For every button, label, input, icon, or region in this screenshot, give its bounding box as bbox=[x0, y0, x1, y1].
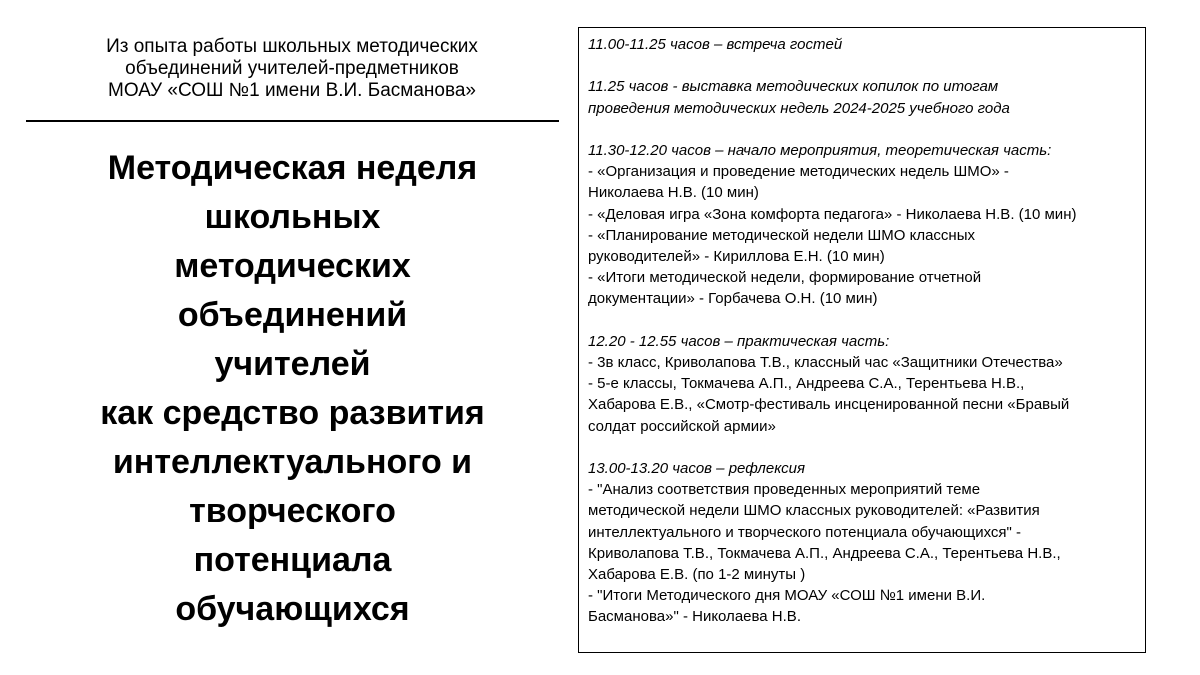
spacer bbox=[588, 437, 1137, 458]
title-line: как средство развития bbox=[100, 394, 485, 432]
schedule-heading: 11.30-12.20 часов – начало мероприятия, теоретическая часть: bbox=[588, 141, 1052, 159]
schedule-line: Басманова»" - Николаева Н.В. bbox=[588, 608, 801, 626]
title-line: обучающихся bbox=[175, 590, 410, 628]
title-line: объединений bbox=[177, 296, 408, 334]
header-line: Из опыта работы школьных методических bbox=[106, 36, 478, 57]
title-line: учителей bbox=[214, 345, 371, 383]
header-organization bbox=[26, 36, 558, 102]
schedule-line: - "Итоги Методического дня МОАУ «СОШ №1 имени В.И. bbox=[588, 587, 986, 605]
schedule-line: - «Организация и проведение методических недель ШМО» - bbox=[588, 163, 1009, 181]
title-line: творческого bbox=[189, 492, 396, 530]
header-line: объединений учителей-предметников bbox=[125, 58, 459, 79]
schedule-heading: 11.00-11.25 часов – встреча гостей bbox=[588, 36, 843, 53]
schedule-panel bbox=[578, 27, 1146, 653]
schedule-line: руководителей» - Кириллова Е.Н. (10 мин) bbox=[588, 248, 885, 265]
schedule-line: - 3в класс, Криволапова Т.В., классный час «Защитники Отечества» bbox=[588, 354, 1063, 371]
schedule-line: интеллектуального и творческого потенциала обучающихся" - bbox=[588, 523, 1022, 541]
title-line: школьных bbox=[204, 198, 381, 236]
schedule-line: - «Итоги методической недели, формирование отчетной bbox=[588, 269, 982, 287]
schedule-heading: проведения методических недель 2024-2025 учебного года bbox=[588, 99, 1010, 117]
schedule-heading: 11.25 часов - выставка методических копилок по итогам bbox=[588, 78, 999, 96]
schedule-line: - «Деловая игра «Зона комфорта педагога» - Николаева Н.В. (10 мин) bbox=[588, 205, 1077, 223]
schedule-line: методической недели ШМО классных руководителей: «Развития bbox=[588, 502, 1040, 520]
title-line: методических bbox=[174, 247, 411, 285]
schedule-block-greeting bbox=[588, 34, 1137, 55]
spacer bbox=[588, 119, 1137, 140]
title-line: потенциала bbox=[193, 541, 392, 579]
spacer bbox=[588, 55, 1137, 76]
schedule-block-reflection bbox=[588, 458, 1137, 628]
header-divider bbox=[26, 120, 559, 122]
schedule-heading: 13.00-13.20 часов – рефлексия bbox=[588, 460, 805, 477]
schedule-heading: 12.20 - 12.55 часов – практическая часть: bbox=[588, 332, 890, 350]
schedule-line: Хабарова Е.В., «Смотр-фестиваль инсценированной песни «Бравый bbox=[588, 396, 1070, 414]
schedule-line: документации» - Горбачева О.Н. (10 мин) bbox=[588, 290, 878, 308]
page-title bbox=[26, 144, 559, 634]
title-line: Методическая неделя bbox=[107, 149, 478, 187]
schedule-block-exhibition bbox=[588, 76, 1137, 118]
schedule-block-practice bbox=[588, 331, 1137, 437]
header-line: МОАУ «СОШ №1 имени В.И. Басманова» bbox=[108, 80, 476, 101]
spacer bbox=[588, 310, 1137, 331]
schedule-line: - «Планирование методической недели ШМО классных bbox=[588, 226, 975, 244]
schedule-line: Хабарова Е.В. (по 1-2 минуты ) bbox=[588, 566, 806, 584]
schedule-line: - "Анализ соответствия проведенных мероприятий теме bbox=[588, 481, 981, 499]
schedule-line: солдат российской армии» bbox=[588, 417, 776, 435]
schedule-line: - 5-е классы, Токмачева А.П., Андреева С.А., Терентьева Н.В., bbox=[588, 375, 1025, 393]
title-line: интеллектуального и bbox=[112, 443, 473, 481]
schedule-line: Николаева Н.В. (10 мин) bbox=[588, 184, 759, 202]
schedule-line: Криволапова Т.В., Токмачева А.П., Андреева С.А., Терентьева Н.В., bbox=[588, 544, 1061, 562]
schedule-block-theory bbox=[588, 140, 1137, 310]
